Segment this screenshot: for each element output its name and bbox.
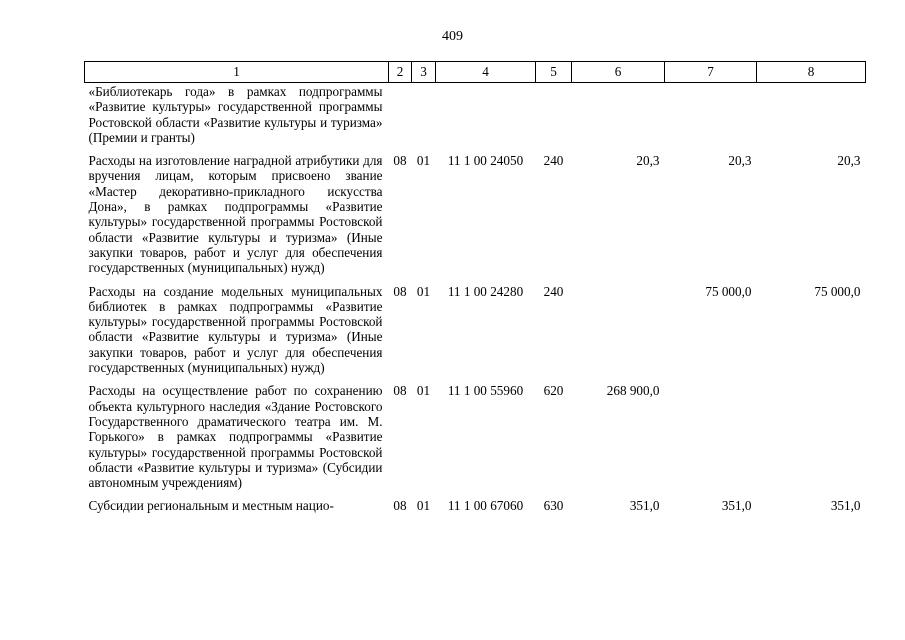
- amount-col7: [665, 383, 757, 498]
- row-description: Расходы на создание модельных муниципальных библиотек в рамках подпрограммы «Развитие культуры» государственной программы Ростовской области «Развитие культуры и туризма» (Иные закупки товаров, работ и услуг для обеспечения государственных (муниципальных) нужд): [88, 283, 383, 376]
- target-article-code: 11 1 00 55960: [447, 383, 524, 399]
- column-header: 7: [665, 62, 757, 83]
- amount-col6: [572, 284, 665, 384]
- row-description: Расходы на изготовление наградной атрибутики для вручения лицам, которым присвоено звание «Мастер декоративно-прикладного искусства Дона», в рамках подпрограммы «Развитие культуры» государственной программы Ростовской области «Развитие культуры и туризма» (Иные закупки товаров, работ и услуг для обеспечения государственных (муниципальных) нужд): [88, 153, 383, 276]
- target-article-code: 11 1 00 24280: [447, 283, 524, 299]
- amount-col7: [665, 83, 757, 154]
- expense-type-code: 240: [543, 283, 564, 299]
- amount-col7: 75 000,0: [705, 283, 752, 299]
- row-description: «Библиотекарь года» в рамках подпрограммы «Развитие культуры» государственной программы Ростовской области «Развитие культуры и туризма» (Премии и гранты): [88, 84, 383, 145]
- amount-col8: [757, 383, 866, 498]
- column-header: 2: [389, 62, 412, 83]
- table-row: [85, 498, 866, 521]
- header-row: [85, 62, 866, 83]
- expense-type-code: [536, 83, 572, 154]
- budget-table-container: [84, 61, 865, 522]
- table-row: [85, 83, 866, 154]
- amount-col8: 20,3: [837, 153, 861, 169]
- amount-col7: 351,0: [721, 498, 752, 514]
- page-number: 409: [442, 29, 463, 44]
- row-description: Расходы на осуществление работ по сохранению объекта культурного наследия «Здание Ростовского Государственного драматического театра им. М. Горького» в рамках подпрограммы «Развитие культуры» государственной программы Ростовской области «Развитие культуры и туризма» (Субсидии автономным учреждениям): [88, 383, 383, 491]
- budget-table: [84, 61, 866, 522]
- amount-col8: 75 000,0: [814, 283, 861, 299]
- column-header: 6: [572, 62, 665, 83]
- amount-col6: [572, 83, 665, 154]
- section-code: 08: [393, 283, 407, 299]
- subsection-code: 01: [416, 153, 431, 169]
- column-header: 5: [536, 62, 572, 83]
- target-article-code: [436, 83, 536, 154]
- column-header: 1: [85, 62, 389, 83]
- table-row: [85, 383, 866, 498]
- expense-type-code: 620: [543, 383, 564, 399]
- column-header: 8: [757, 62, 866, 83]
- section-code: 08: [393, 383, 407, 399]
- subsection-code: 01: [416, 498, 431, 514]
- row-description: Субсидии региональным и местным нацио-: [88, 498, 334, 514]
- column-header: 4: [436, 62, 536, 83]
- amount-col7: 20,3: [728, 153, 752, 169]
- subsection-code: 01: [416, 283, 431, 299]
- section-code: 08: [393, 498, 407, 514]
- table-row: [85, 284, 866, 384]
- target-article-code: 11 1 00 24050: [447, 153, 524, 169]
- target-article-code: 11 1 00 67060: [447, 498, 524, 514]
- amount-col6: 351,0: [629, 498, 660, 514]
- table-row: [85, 153, 866, 283]
- amount-col6: 20,3: [636, 153, 660, 169]
- subsection-code: 01: [416, 383, 431, 399]
- subsection-code: [412, 83, 436, 154]
- amount-col8: 351,0: [830, 498, 861, 514]
- expense-type-code: 240: [543, 153, 564, 169]
- expense-type-code: 630: [543, 498, 564, 514]
- section-code: [389, 83, 412, 154]
- amount-col8: [757, 83, 866, 154]
- column-header: 3: [412, 62, 436, 83]
- section-code: 08: [393, 153, 407, 169]
- amount-col6: 268 900,0: [606, 383, 660, 399]
